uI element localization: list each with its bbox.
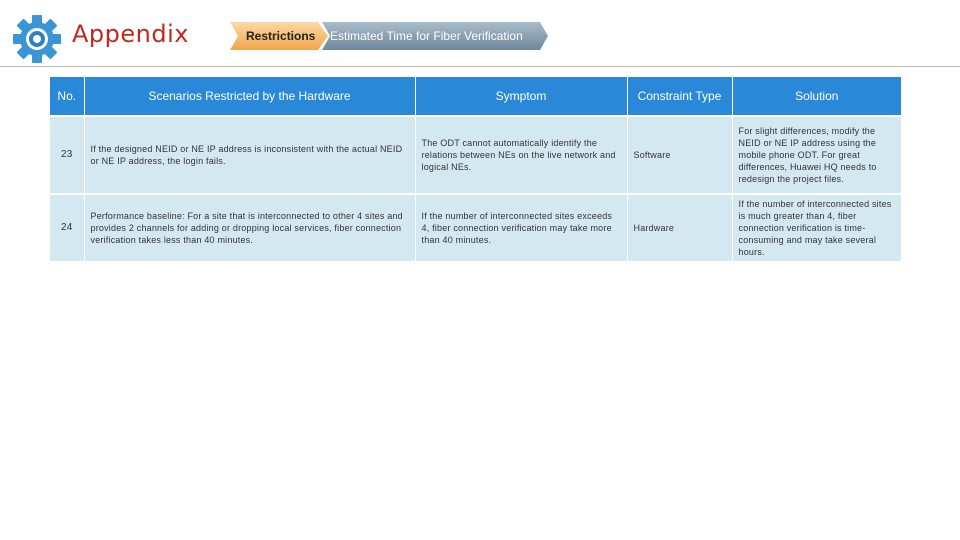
cell-scenario: If the designed NEID or NE IP address is inconsistent with the actual NEID or NE IP address, the login fails. — [84, 116, 415, 194]
cell-constraint-type: Software — [627, 116, 732, 194]
column-header-no: No. — [50, 77, 84, 116]
header-divider — [0, 66, 960, 67]
column-header-symptom: Symptom — [415, 77, 627, 116]
cell-symptom: The ODT cannot automatically identify the relations between NEs on the live network and logical NEs. — [415, 116, 627, 194]
gear-icon — [12, 14, 62, 64]
table-row — [50, 194, 901, 261]
column-header-constraint-type: Constraint Type — [627, 77, 732, 116]
cell-no: 23 — [50, 116, 84, 194]
cell-solution: For slight differences, modify the NEID or NE IP address using the mobile phone ODT. For great differences, Huawei HQ needs to redesign the project files. — [732, 116, 901, 194]
column-header-solution: Solution — [732, 77, 901, 116]
cell-scenario: Performance baseline: For a site that is interconnected to other 4 sites and provides 2 channels for adding or dropping local services, fiber connection verification takes less than 40 minutes. — [84, 194, 415, 261]
breadcrumb-item-estimated-time[interactable]: Estimated Time for Fiber Verification — [330, 29, 523, 43]
breadcrumb-item-restrictions[interactable]: Restrictions — [246, 29, 316, 43]
table-header-row — [50, 77, 901, 116]
cell-constraint-type: Hardware — [627, 194, 732, 261]
cell-no: 24 — [50, 194, 84, 261]
table-row — [50, 116, 901, 194]
cell-symptom: If the number of interconnected sites exceeds 4, fiber connection verification may take more than 40 minutes. — [415, 194, 627, 261]
restrictions-table — [50, 77, 901, 261]
cell-solution: If the number of interconnected sites is much greater than 4, fiber connection verification is time-consuming and may take several hours. — [732, 194, 901, 261]
page-title: Appendix — [72, 20, 189, 48]
column-header-scenarios: Scenarios Restricted by the Hardware — [84, 77, 415, 116]
